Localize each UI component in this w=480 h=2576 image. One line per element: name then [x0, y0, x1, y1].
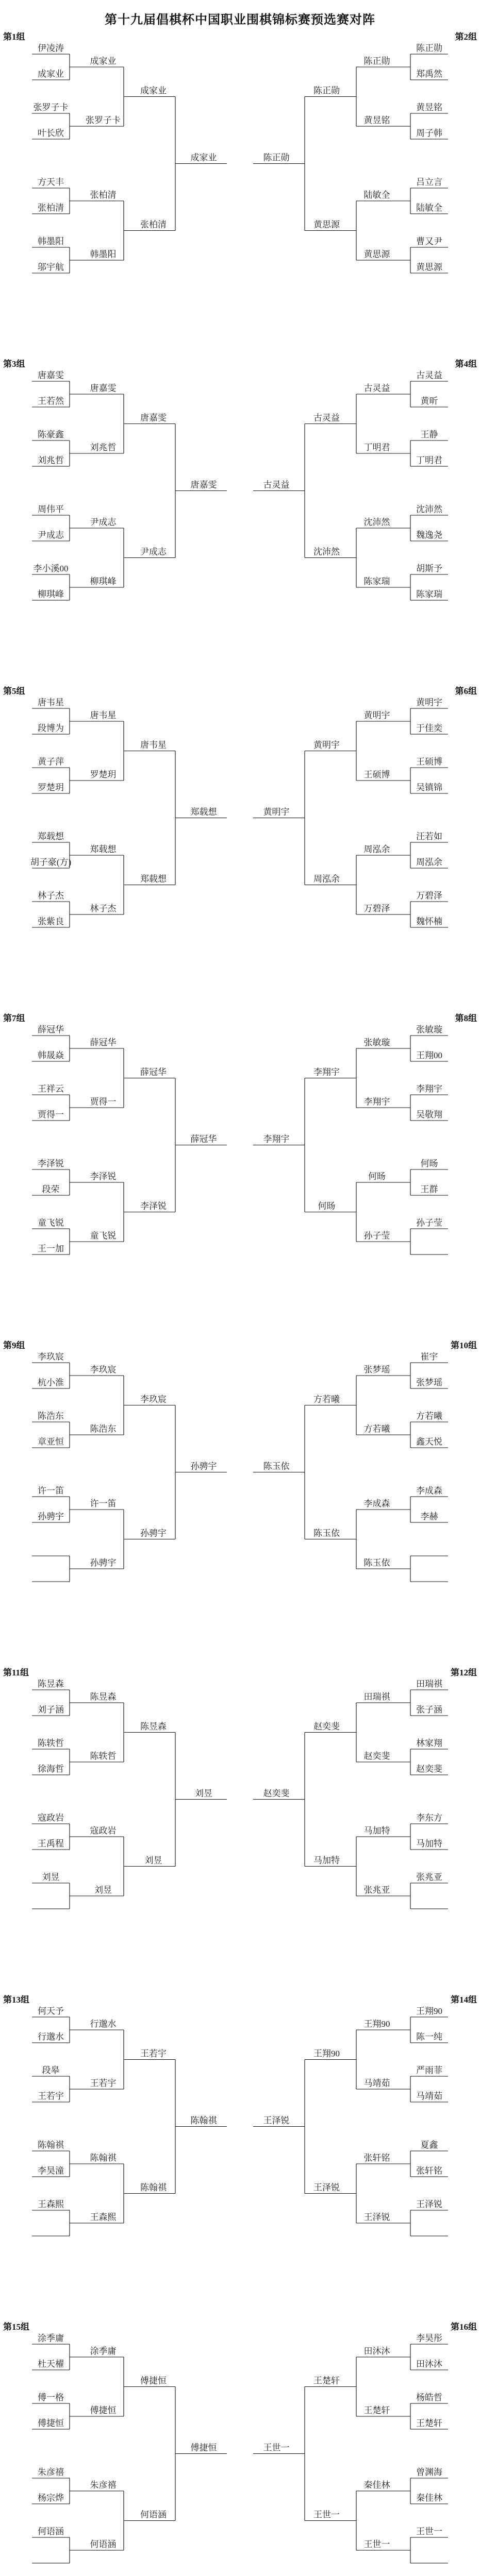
r2-player-name: 马加特 [363, 1826, 390, 1836]
r1-player-name: 王世一 [416, 2527, 442, 2536]
r3-player-name: 傅捷恒 [140, 2376, 167, 2386]
r2-player-name: 陆敏全 [363, 190, 390, 200]
r2-player-name: 万碧泽 [363, 904, 390, 913]
r1-player-name: 刘子涵 [38, 1705, 64, 1715]
r1-player-name: 陈正勋 [416, 43, 442, 53]
group-winner-name: 陈正勋 [263, 152, 290, 163]
r3-player-name: 陈昱森 [140, 1721, 167, 1732]
r1-player-name: 王翔00 [416, 1050, 442, 1060]
r1-player-name: 何天予 [38, 2006, 64, 2016]
r3-player-name: 李翔宇 [313, 1067, 340, 1077]
r1-player-name: 唐韦星 [38, 698, 64, 707]
r1-player-name: 成家业 [38, 69, 64, 79]
r3-player-name: 陈玉依 [313, 1528, 340, 1538]
r2-player-name: 王森熙 [90, 2212, 117, 2222]
r1-player-name: 黄昕 [420, 396, 438, 406]
r1-player-name: 李昊彤 [416, 2333, 442, 2343]
r2-player-name: 张梦瑶 [363, 1365, 390, 1375]
group-label: 第13组 [3, 1995, 29, 2005]
r1-player-name: 何语涵 [38, 2527, 64, 2536]
r1-player-name: 段博为 [38, 723, 64, 733]
r2-player-name: 涂季庸 [90, 2346, 117, 2356]
r2-player-name: 刘昱 [94, 1885, 112, 1895]
r1-player-name: 王群 [420, 1184, 438, 1194]
group-winner-name: 王世一 [263, 2443, 290, 2453]
r3-player-name: 王泽锐 [313, 2182, 340, 2193]
r1-player-name: 张罗子卡 [33, 103, 69, 112]
r2-player-name: 陈玉依 [363, 1558, 390, 1568]
r1-player-name: 罗楚玥 [38, 783, 64, 792]
r1-player-name: 李小溪00 [33, 564, 69, 573]
r1-player-name: 李成森 [416, 1486, 442, 1496]
r1-player-name: 胡斯予 [416, 564, 442, 573]
r1-player-name: 严雨菲 [416, 2065, 442, 2075]
r2-player-name: 傅捷恒 [90, 2405, 117, 2415]
r1-player-name: 唐嘉雯 [38, 370, 64, 380]
group-winner-name: 唐嘉雯 [190, 480, 217, 490]
r1-player-name: 田瑞祺 [416, 1679, 442, 1689]
r1-player-name: 王楚轩 [416, 2418, 442, 2428]
r1-player-name: 柳琪峰 [38, 589, 64, 599]
r1-player-name: 叶长欣 [38, 128, 64, 138]
group-winner-name: 黄明宇 [263, 807, 290, 817]
r1-player-name: 周伟平 [38, 504, 64, 514]
r2-player-name: 沈沛然 [363, 517, 390, 527]
r3-player-name: 刘昱 [144, 1855, 162, 1866]
r2-player-name: 张罗子卡 [86, 115, 121, 125]
r1-player-name: 沈沛然 [416, 504, 442, 514]
r1-player-name: 林子杰 [38, 891, 64, 901]
group-winner-name: 傅捷恒 [190, 2443, 217, 2453]
group-label: 第11组 [3, 1668, 29, 1677]
r2-player-name: 王楚轩 [363, 2405, 390, 2415]
group-label: 第8组 [455, 1013, 477, 1023]
r1-player-name: 孙骋宇 [38, 1512, 64, 1521]
r3-player-name: 唐韦星 [140, 740, 167, 750]
r3-player-name: 何语涵 [140, 2510, 167, 2520]
r1-player-name: 郑禹然 [416, 69, 442, 79]
r3-player-name: 王楚轩 [313, 2376, 340, 2386]
r1-player-name: 李赫 [420, 1512, 438, 1521]
r1-player-name: 王翔90 [416, 2006, 442, 2016]
r3-player-name: 陈正勋 [313, 86, 340, 96]
r1-player-name: 赵奕斐 [416, 1764, 442, 1774]
r1-player-name: 章亚恒 [38, 1437, 64, 1447]
r2-player-name: 张兆亚 [363, 1885, 390, 1895]
group-winner-name: 古灵益 [263, 480, 290, 490]
r1-player-name: 傅捷恒 [38, 2418, 64, 2428]
r1-player-name: 段荣 [42, 1184, 60, 1194]
r2-player-name: 尹成志 [90, 517, 117, 527]
r1-player-name: 丁明君 [416, 455, 442, 465]
r3-player-name: 黄明宇 [313, 740, 340, 750]
r1-player-name: 魏怀楠 [416, 917, 442, 926]
r1-player-name: 杜天櫂 [38, 2359, 64, 2369]
group-label: 第16组 [451, 2322, 477, 2332]
r2-player-name: 秦佳林 [363, 2480, 390, 2490]
r1-player-name: 刘昱 [42, 1872, 60, 1882]
r1-player-name: 王若然 [38, 396, 64, 406]
r1-player-name: 王一加 [38, 1244, 64, 1253]
r2-player-name: 罗楚玥 [90, 770, 117, 779]
r1-player-name: 陈昱森 [38, 1679, 64, 1689]
r2-player-name: 张柏清 [90, 190, 117, 200]
r2-player-name: 张敏璇 [363, 1038, 390, 1047]
r2-player-name: 寇政岩 [90, 1826, 117, 1836]
r1-player-name: 汪若如 [416, 832, 442, 841]
r2-player-name: 行邈水 [90, 2019, 117, 2029]
r1-player-name: 王禹程 [38, 1839, 64, 1849]
group-winner-name: 陈玉依 [263, 1461, 290, 1471]
r3-player-name: 沈沛然 [313, 547, 340, 557]
r1-player-name: 王硕博 [416, 757, 442, 767]
r1-player-name: 王泽锐 [416, 2199, 442, 2209]
r1-player-name: 魏逸尧 [416, 530, 442, 540]
group-label: 第6组 [455, 686, 477, 696]
r1-player-name: 陈豪鑫 [38, 430, 64, 439]
r2-player-name: 陈正勋 [363, 56, 390, 66]
r2-player-name: 周泓余 [363, 844, 390, 854]
r2-player-name: 孙骋宇 [90, 1558, 117, 1568]
r1-player-name: 田沐沐 [416, 2359, 442, 2369]
r1-player-name: 古灵益 [416, 370, 442, 380]
r2-player-name: 马靖茹 [363, 2078, 390, 2088]
r2-player-name: 薛冠华 [90, 1038, 117, 1047]
r1-player-name: 张兆亚 [416, 1872, 442, 1882]
r2-player-name: 陈昱森 [90, 1692, 117, 1702]
r3-player-name: 王世一 [313, 2510, 340, 2520]
r1-player-name: 杨皓哲 [416, 2393, 442, 2402]
r1-player-name: 秦佳林 [416, 2493, 442, 2503]
r3-player-name: 何旸 [318, 1201, 336, 1211]
group-label: 第15组 [3, 2322, 29, 2332]
r2-player-name: 童飞锐 [90, 1231, 117, 1241]
r2-player-name: 王翔90 [363, 2019, 390, 2029]
r1-player-name: 于佳奕 [416, 723, 442, 733]
r3-player-name: 张柏清 [140, 219, 167, 230]
group-winner-name: 王泽锐 [263, 2115, 290, 2126]
r2-player-name: 王若宇 [90, 2078, 117, 2088]
r2-player-name: 黄昱铭 [363, 115, 390, 125]
r1-player-name: 方若曦 [416, 1411, 442, 1421]
r1-player-name: 胡子豪(方) [30, 857, 72, 867]
r1-player-name: 段皋 [42, 2065, 60, 2075]
r1-player-name: 张敏璇 [416, 1025, 442, 1035]
r1-player-name: 吴敬翔 [416, 1110, 442, 1120]
r2-player-name: 李成森 [363, 1499, 390, 1509]
r2-player-name: 古灵益 [363, 383, 390, 393]
r1-player-name: 夏鑫 [420, 2140, 438, 2150]
r1-player-name: 崔宇 [420, 1352, 438, 1362]
group-winner-name: 陈翰祺 [190, 2115, 217, 2126]
r3-player-name: 王翔90 [313, 2048, 340, 2059]
r1-player-name: 李昊潼 [38, 2166, 64, 2176]
r3-player-name: 方若曦 [313, 1394, 340, 1404]
r1-player-name: 邬宇航 [38, 262, 64, 272]
r1-player-name: 杨宗烨 [38, 2493, 64, 2503]
r1-player-name: 张柏清 [38, 203, 64, 213]
r3-player-name: 郑载想 [140, 874, 167, 884]
r1-player-name: 马加特 [416, 1839, 442, 1849]
r1-player-name: 李玖宸 [38, 1352, 64, 1362]
r1-player-name: 刘兆哲 [38, 455, 64, 465]
r2-player-name: 韩墨阳 [90, 249, 117, 259]
group-label: 第10组 [451, 1341, 477, 1350]
r1-player-name: 许一笛 [38, 1486, 64, 1496]
r1-player-name: 郑载想 [38, 832, 64, 841]
r2-player-name: 陈浩东 [90, 1424, 117, 1434]
r3-player-name: 陈翰祺 [140, 2182, 167, 2193]
r2-player-name: 赵奕斐 [363, 1751, 390, 1761]
r2-player-name: 李泽锐 [90, 1172, 117, 1181]
group-label: 第12组 [451, 1668, 477, 1677]
r1-player-name: 韩墨阳 [38, 236, 64, 246]
r1-player-name: 王祥云 [38, 1084, 64, 1094]
r1-player-name: 李东方 [416, 1813, 442, 1823]
group-winner-name: 刘昱 [195, 1788, 212, 1799]
r2-player-name: 黄思源 [363, 249, 390, 259]
group-label: 第14组 [451, 1995, 477, 2005]
r1-player-name: 周泓余 [416, 857, 442, 867]
r1-player-name: 朱彦禧 [38, 2467, 64, 2477]
r3-player-name: 成家业 [140, 86, 167, 96]
r1-player-name: 陈翰祺 [38, 2140, 64, 2150]
r1-player-name: 孙子莹 [416, 1218, 442, 1228]
r2-player-name: 唐韦星 [90, 710, 117, 720]
r1-player-name: 马靖茹 [416, 2091, 442, 2101]
r1-player-name: 黄子萍 [38, 757, 64, 767]
r3-player-name: 孙骋宇 [140, 1528, 167, 1538]
r1-player-name: 陈家瑞 [416, 589, 442, 599]
r3-player-name: 古灵益 [313, 413, 340, 423]
r3-player-name: 薛冠华 [140, 1067, 167, 1077]
r2-player-name: 成家业 [90, 56, 117, 66]
r2-player-name: 刘兆哲 [90, 443, 117, 452]
r2-player-name: 陈轶哲 [90, 1751, 117, 1761]
r1-player-name: 行邈水 [38, 2032, 64, 2042]
r1-player-name: 何旸 [420, 1159, 438, 1168]
group-label: 第3组 [3, 359, 25, 369]
r1-player-name: 韩晟焱 [38, 1050, 64, 1060]
r2-player-name: 王世一 [363, 2539, 390, 2549]
r1-player-name: 曾渊海 [416, 2467, 442, 2477]
r2-player-name: 黄明宇 [363, 710, 390, 720]
r1-player-name: 王若宇 [38, 2091, 64, 2101]
r2-player-name: 田瑞祺 [363, 1692, 390, 1702]
r1-player-name: 陆敏全 [416, 203, 442, 213]
r1-player-name: 尹成志 [38, 530, 64, 540]
r1-player-name: 黄昱铭 [416, 103, 442, 112]
r3-player-name: 周泓余 [313, 874, 340, 884]
r1-player-name: 傅一格 [38, 2393, 64, 2402]
r3-player-name: 尹成志 [140, 547, 167, 557]
r1-player-name: 陈浩东 [38, 1411, 64, 1421]
group-winner-name: 成家业 [190, 152, 217, 163]
r1-player-name: 周子韩 [416, 128, 442, 138]
r1-player-name: 陈一纯 [416, 2032, 442, 2042]
r2-player-name: 贾得一 [90, 1097, 117, 1107]
r2-player-name: 王硕博 [363, 770, 390, 779]
r2-player-name: 张轩铭 [363, 2153, 390, 2163]
r3-player-name: 黄思源 [313, 219, 340, 230]
r1-player-name: 林家翔 [416, 1738, 442, 1748]
group-winner-name: 赵奕斐 [263, 1788, 290, 1799]
group-label: 第9组 [3, 1341, 25, 1350]
r1-player-name: 李泽锐 [38, 1159, 64, 1168]
group-winner-name: 薛冠华 [190, 1134, 217, 1144]
group-winner-name: 郑载想 [190, 807, 217, 817]
r2-player-name: 孙子莹 [363, 1231, 390, 1241]
r1-player-name: 曹又尹 [416, 236, 442, 246]
r1-player-name: 童飞锐 [38, 1218, 64, 1228]
r2-player-name: 何语涵 [90, 2539, 117, 2549]
r1-player-name: 黄明宇 [416, 698, 442, 707]
r1-player-name: 杭小淮 [38, 1378, 64, 1387]
r1-player-name: 方天丰 [38, 177, 64, 187]
r1-player-name: 吴镇锦 [416, 783, 442, 792]
group-label: 第5组 [3, 686, 25, 696]
r2-player-name: 林子杰 [90, 904, 117, 913]
r3-player-name: 马加特 [313, 1855, 340, 1866]
r2-player-name: 李翔宇 [363, 1097, 390, 1107]
r1-player-name: 薛冠华 [38, 1025, 64, 1035]
r1-player-name: 鑫天悦 [416, 1437, 442, 1447]
r2-player-name: 陈翰祺 [90, 2153, 117, 2163]
r1-player-name: 张轩铭 [416, 2166, 442, 2176]
group-label: 第2组 [455, 32, 477, 42]
r1-player-name: 涂季庸 [38, 2333, 64, 2343]
r1-player-name: 张紫良 [38, 917, 64, 926]
r3-player-name: 王若宇 [140, 2048, 167, 2059]
r2-player-name: 郑载想 [90, 844, 117, 854]
r1-player-name: 寇政岩 [38, 1813, 64, 1823]
r2-player-name: 何旸 [368, 1172, 386, 1181]
r2-player-name: 方若曦 [363, 1424, 390, 1434]
r2-player-name: 陈家瑞 [363, 577, 390, 586]
r1-player-name: 李翔宇 [416, 1084, 442, 1094]
r1-player-name: 陈轶哲 [38, 1738, 64, 1748]
group-label: 第4组 [455, 359, 477, 369]
r1-player-name: 吕立言 [416, 177, 442, 187]
r1-player-name: 伊凌涛 [38, 43, 64, 53]
r2-player-name: 朱彦禧 [90, 2480, 117, 2490]
r2-player-name: 唐嘉雯 [90, 383, 117, 393]
r2-player-name: 王泽锐 [363, 2212, 390, 2222]
r1-player-name: 万碧泽 [416, 891, 442, 901]
r3-player-name: 李泽锐 [140, 1201, 167, 1211]
r1-player-name: 贾得一 [38, 1110, 64, 1120]
r2-player-name: 许一笛 [90, 1499, 117, 1509]
page-title: 第十九届倡棋杯中国职业围棋锦标赛预选赛对阵 [105, 13, 375, 27]
r2-player-name: 柳琪峰 [90, 577, 117, 586]
r2-player-name: 田沐沐 [363, 2346, 390, 2356]
r1-player-name: 王静 [420, 430, 438, 439]
r2-player-name: 李玖宸 [90, 1365, 117, 1375]
r3-player-name: 李玖宸 [140, 1394, 167, 1404]
group-label: 第1组 [3, 32, 25, 42]
r1-player-name: 王森熙 [38, 2199, 64, 2209]
r1-player-name: 徐海哲 [38, 1764, 64, 1774]
group-winner-name: 孙骋宇 [190, 1461, 217, 1471]
r3-player-name: 赵奕斐 [313, 1721, 340, 1732]
r3-player-name: 唐嘉雯 [140, 413, 167, 423]
r1-player-name: 张梦瑶 [416, 1378, 442, 1387]
r1-player-name: 张子涵 [416, 1705, 442, 1715]
r1-player-name: 黄思源 [416, 262, 442, 272]
r2-player-name: 丁明君 [363, 443, 390, 452]
group-label: 第7组 [3, 1013, 25, 1023]
group-winner-name: 李翔宇 [263, 1134, 290, 1144]
